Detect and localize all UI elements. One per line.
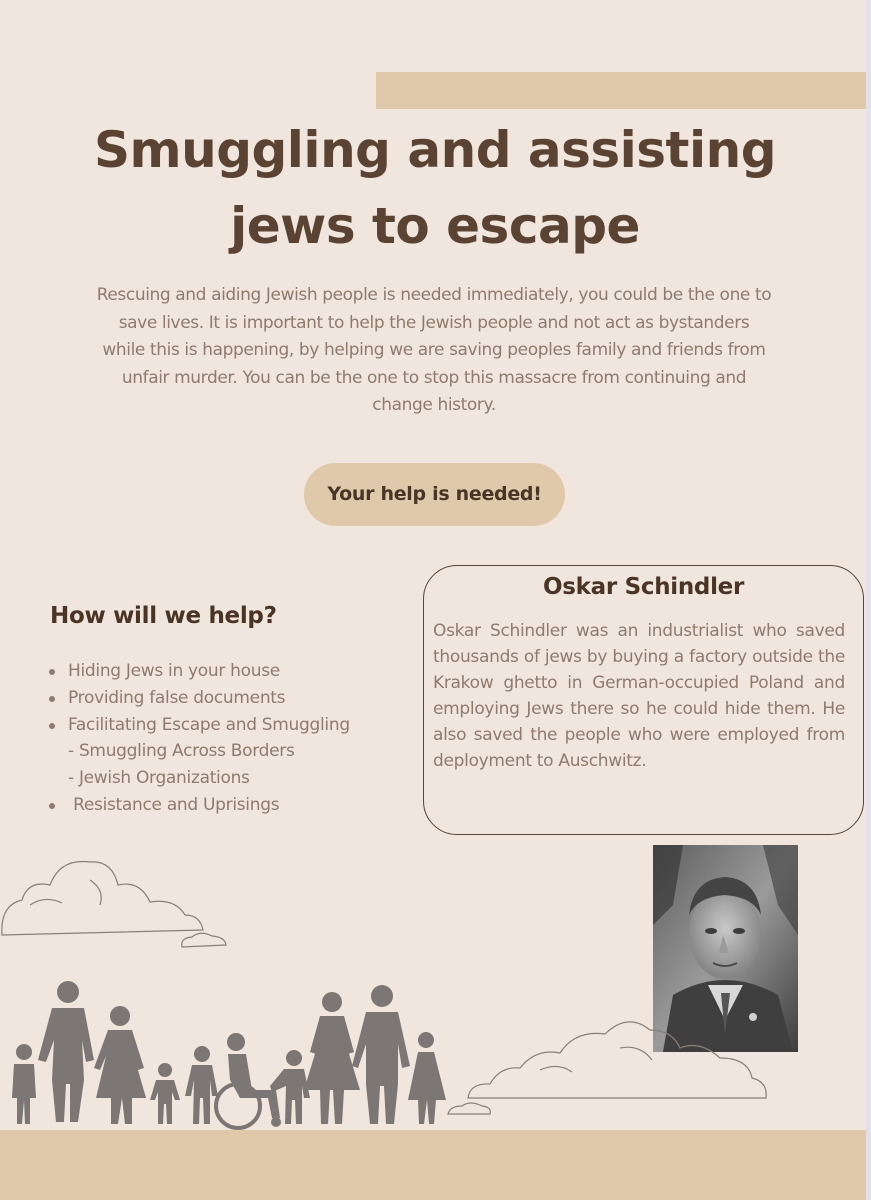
help-heading: How will we help? [50,603,277,629]
list-sub-item: - Jewish Organizations [68,768,250,789]
title-line-2: jews to escape [230,197,640,255]
intro-paragraph: Rescuing and aiding Jewish people is needed immediately, you could be the one to save lives. It is important to help the Jewish people and not act as bystanders while this is happening, by helping we are saving peoples family and friends from unfair murder. You can be the one to stop this massacre from continuing and change history. [96,285,772,415]
help-needed-button[interactable]: Your help is needed! [304,463,565,526]
list-item: Hiding Jews in your house [48,658,350,685]
card-title: Oskar Schindler [542,574,745,600]
card-text: Oskar Schindler was an industrialist who saved thousands of jews by buying a factory outside the Krakow ghetto in German-occupied Poland and employing Jews there so he could hide them. He also saved the people who were employed from deployment to Auschwitz. [433,621,845,771]
list-item: Providing false documents [48,685,350,712]
list-sub-item: - Smuggling Across Borders [68,741,295,762]
list-item: Facilitating Escape and Smuggling [48,712,350,739]
bottom-accent-bar [0,1130,866,1200]
list-item: Resistance and Uprisings [48,792,350,819]
page-edge [866,0,871,1200]
title-line-1: Smuggling and assisting [94,121,776,179]
